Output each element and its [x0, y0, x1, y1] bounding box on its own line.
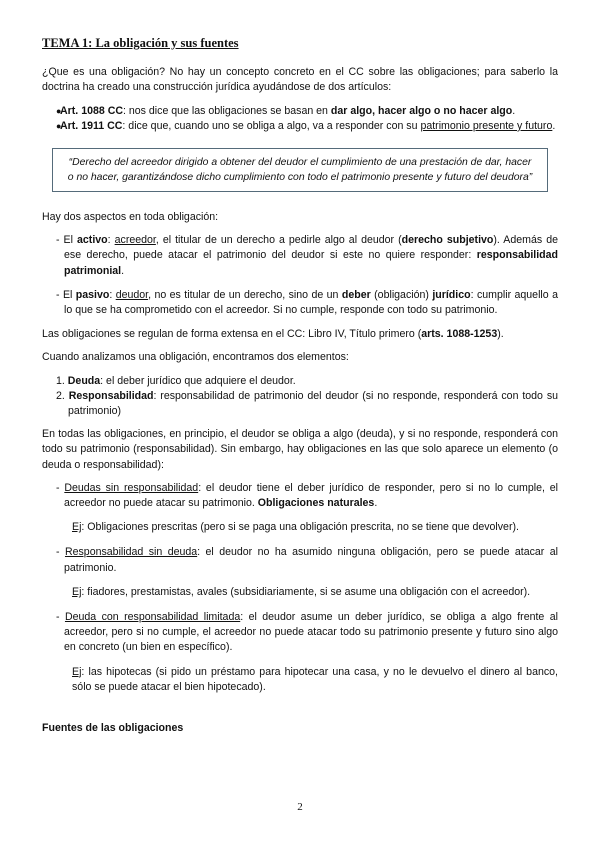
- example-2: Ej: fiadores, prestamistas, avales (subsidiariamente, si se asume una obligación con el acreedor).: [72, 585, 531, 598]
- aspect-pasivo: - El pasivo: deudor, no es titular de un derecho, sino de un deber (obligación) jurídico: cumplir aquello a lo que se ha comprometido con el acreedor. Si no cumple, responde con todo su patrimonio.: [56, 288, 558, 317]
- elements-list: [56, 374, 558, 420]
- page-title: TEMA 1: La obligación y sus fuentes: [42, 36, 239, 50]
- general-paragraph: En todas las obligaciones, en principio, el deudor se obliga a algo (deuda), y si no responde, responderá con todo su patrimonio (responsabilidad). Sin embargo, hay obligaciones en las que solo aparece un elemento (o deuda o responsabilidad):: [42, 428, 558, 471]
- intro-paragraph: ¿Que es una obligación? No hay un concepto concreto en el CC sobre las obligaciones; para saberlo la doctrina ha creado una construcción jurídica ayudándose de dos artículos:: [42, 66, 558, 94]
- case-deudas-sin-responsabilidad: - Deudas sin responsabilidad: el deudor tiene el deber jurídico de responder, pero si no lo cumple, el acreedor no puede atacar su patrimonio. Obligaciones naturales.: [56, 481, 558, 510]
- bullet-art-1088: ●Art. 1088 CC: nos dice que las obligaciones se basan en dar algo, hacer algo o no hacer algo.: [56, 104, 516, 117]
- definition-quote-box: “Derecho del acreedor dirigido a obtener del deudor el cumplimiento de una prestación de dar, hacer o no hacer, garantizándose dicho cumplimiento con todo el patrimonio presente y futuro del deudora”: [52, 148, 548, 192]
- document-page: [42, 36, 558, 736]
- example-3: Ej: las hipotecas (si pido un préstamo para hipotecar una casa, y no le devuelvo el dinero al banco, sólo se puede atacar el bien hipotecado).: [72, 665, 558, 693]
- aspect-activo: - El activo: acreedor, el titular de un derecho a pedirle algo al deudor (derecho subjetivo). Además de ese derecho, puede atacar el patrimonio del deudor si este no quiere responder: responsabilidad patrimonial.: [56, 234, 558, 277]
- list-item: 1. Deuda: el deber jurídico que adquiere el deudor.: [56, 374, 296, 387]
- page-number: 2: [297, 801, 303, 813]
- example-1: Ej: Obligaciones prescritas (pero si se paga una obligación prescrita, no se tiene que devolver).: [72, 521, 519, 534]
- case-responsabilidad-sin-deuda: - Responsabilidad sin deuda: el deudor no ha asumido ninguna obligación, pero se puede atacar al patrimonio.: [56, 546, 559, 574]
- section-heading-fuentes: Fuentes de las obligaciones: [42, 722, 184, 735]
- aspects-intro: Hay dos aspectos en toda obligación:: [42, 211, 219, 224]
- list-item: 2. Responsabilidad: responsabilidad de patrimonio del deudor (si no responde, responderá con todo su patrimonio): [56, 389, 559, 418]
- bullet-art-1911: ●Art. 1911 CC: dice que, cuando uno se obliga a algo, va a responder con su patrimonio presente y futuro.: [56, 119, 556, 132]
- regulation-paragraph: Las obligaciones se regulan de forma extensa en el CC: Libro IV, Título primero (arts. 1088-1253).: [42, 328, 504, 341]
- elements-intro: Cuando analizamos una obligación, encontramos dos elementos:: [42, 351, 349, 364]
- case-deuda-responsabilidad-limitada: - Deuda con responsabilidad limitada: el deudor asume un deber jurídico, se obliga a algo frente al acreedor, pero si no cumple, el acreedor no puede atacar todo su patrimonio presente y futuro sino algo en concreto (un bien en específico).: [56, 611, 558, 654]
